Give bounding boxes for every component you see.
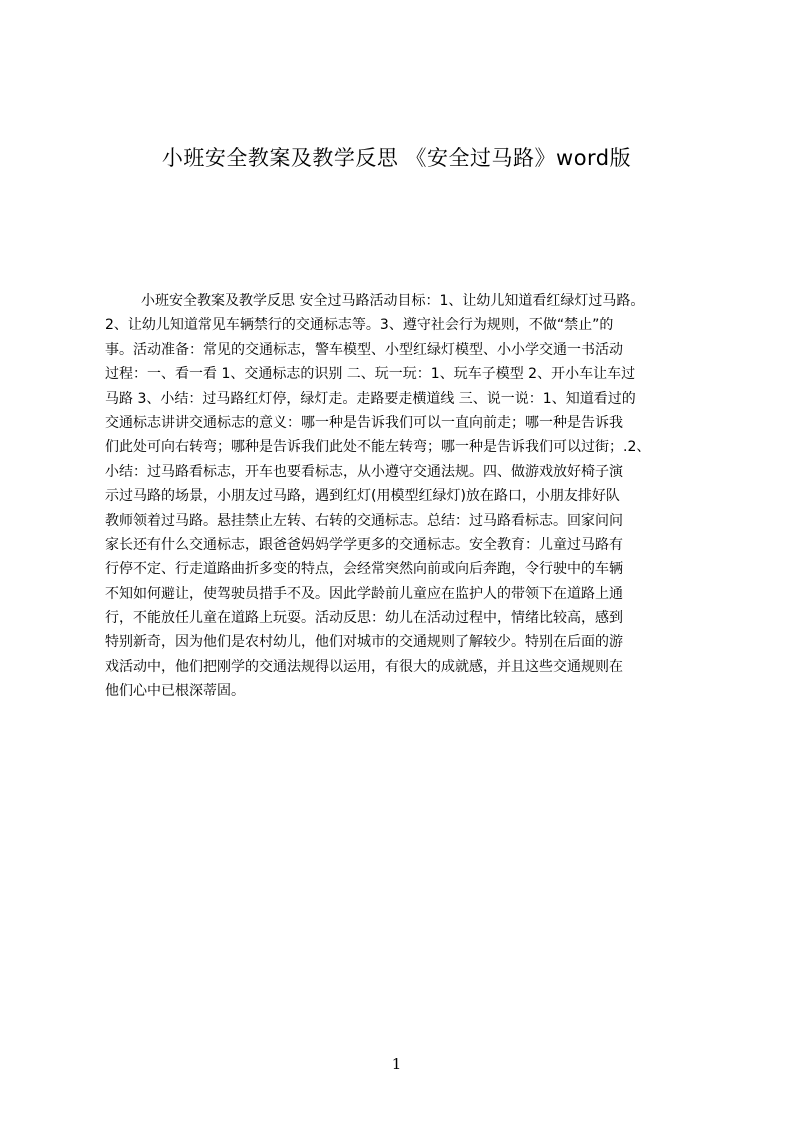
body-line: 示过马路的场景，小朋友过马路，遇到红灯(用模型红绿灯)放在路口，小朋友排好队 (105, 488, 620, 505)
body-line: 事。活动准备：常见的交通标志，警车模型、小型红绿灯模型、小小学交通一书活动 (105, 341, 623, 358)
body-line: 过程：一、看一看 1、交通标志的识别 二、玩一玩：1、玩车子模型 2、开小车让车过 (105, 366, 636, 383)
body-line: 马路 3、小结：过马路红灯停，绿灯走。走路要走横道线 三、说一说：1、知道看过的 (105, 390, 636, 407)
body-line: 特别新奇，因为他们是农村幼儿，他们对城市的交通规则了解较少。特别在后面的游 (105, 634, 623, 651)
body-line: 家长还有什么交通标志，跟爸爸妈妈学学更多的交通标志。安全教育：儿童过马路有 (105, 536, 623, 553)
body-line: 小结：过马路看标志，开车也要看标志，从小遵守交通法规。四、做游戏放好椅子演 (105, 463, 623, 480)
body-line: 2、让幼儿知道常见车辆禁行的交通标志等。3、遵守社会行为规则，不做“禁止”的 (105, 317, 614, 334)
body-line: 小班安全教案及教学反思 安全过马路活动目标：1、让幼儿知道看红绿灯过马路。 (141, 293, 645, 309)
document-title: 小班安全教案及教学反思 《安全过马路》word版 (161, 146, 632, 170)
body-line: 行，不能放任儿童在道路上玩耍。活动反思：幼儿在活动过程中，情绪比较高，感到 (105, 610, 623, 627)
body-line: 行停不定、行走道路曲折多变的特点，会经常突然向前或向后奔跑，令行驶中的车辆 (105, 561, 623, 578)
body-line: 不知如何避让，使驾驶员措手不及。因此学龄前儿童应在监护人的带领下在道路上通 (105, 585, 623, 602)
body-text (105, 289, 699, 704)
page-number: 1 (391, 1055, 402, 1073)
body-line: 他们心中已根深蒂固。 (105, 683, 245, 700)
body-line: 戏活动中，他们把刚学的交通法规得以运用，有很大的成就感，并且这些交通规则在 (105, 658, 623, 675)
body-line: 们此处可向右转弯；哪种是告诉我们此处不能左转弯；哪一种是告诉我们可以过街；.2、 (105, 439, 651, 456)
body-line: 教师领着过马路。悬挂禁止左转、右转的交通标志。总结：过马路看标志。回家问问 (105, 512, 623, 529)
body-line: 交通标志讲讲交通标志的意义：哪一种是告诉我们可以一直向前走；哪一种是告诉我 (105, 414, 623, 431)
